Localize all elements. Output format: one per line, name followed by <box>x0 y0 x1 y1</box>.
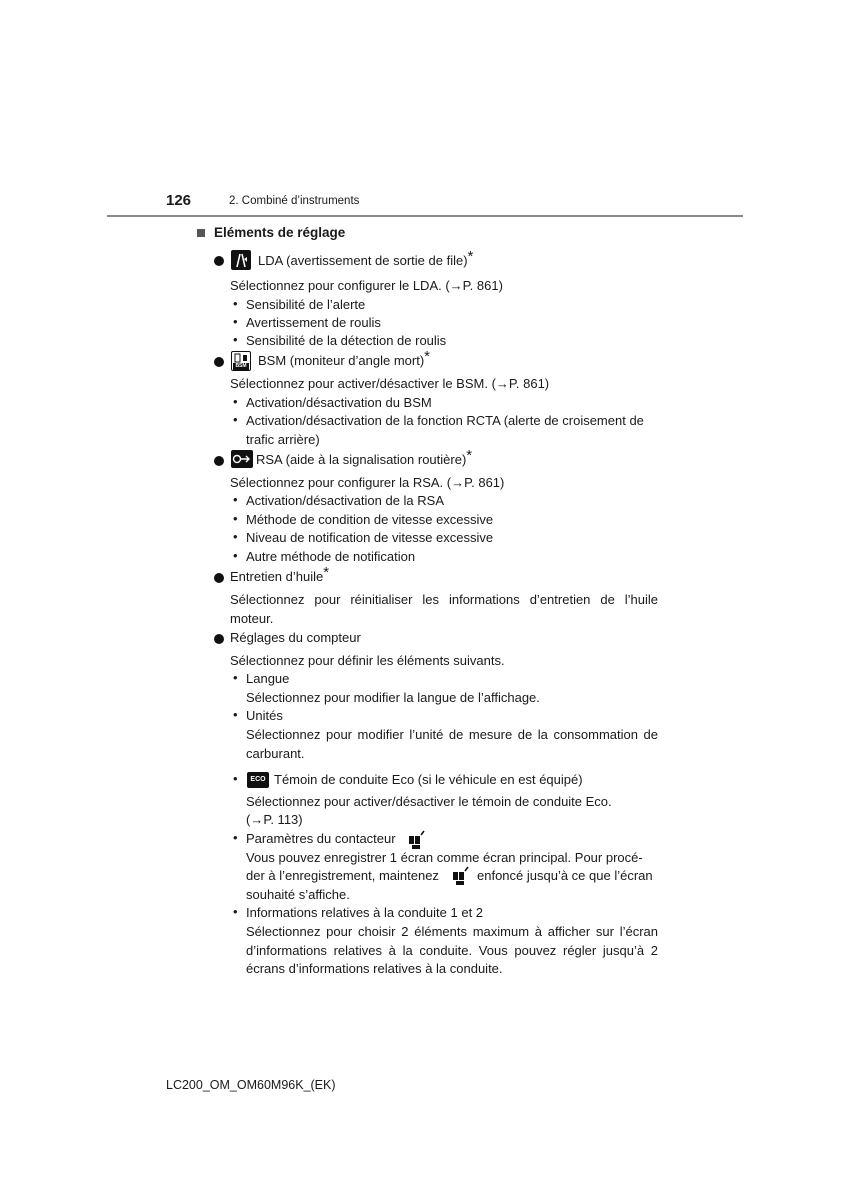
bsm-bullet-2-cont: trafic arrière) <box>246 432 320 447</box>
unites-title: Unités <box>246 708 283 723</box>
eco-desc: Sélectionnez pour activer/désactiver le témoin de conduite Eco. <box>246 794 612 809</box>
display-switch-icon <box>452 866 470 886</box>
lda-bullet-1: Sensibilité de l’alerte <box>246 297 366 312</box>
bullet-glyph: • <box>233 394 238 409</box>
display-switch-icon <box>408 830 426 850</box>
oil-label: Entretien d’huile* <box>230 564 330 584</box>
lda-icon <box>231 250 251 270</box>
bullet-glyph: • <box>233 670 238 685</box>
bullet-dot-icon <box>214 456 224 466</box>
eco-page-ref: (→P. 113) <box>246 812 303 827</box>
footer-code: LC200_OM_OM60M96K_(EK) <box>166 1078 336 1092</box>
chapter-title: 2. Combiné d’instruments <box>229 195 360 207</box>
bsm-intro: Sélectionnez pour activer/désactiver le BSM. (→P. 861) <box>230 376 550 391</box>
switch-line-2b: enfoncé jusqu’à ce que l’écran <box>477 868 653 883</box>
bsm-icon-text: BSM <box>233 363 249 370</box>
rsa-label: RSA (aide à la signalisation routière)* <box>256 447 473 467</box>
bullet-glyph: • <box>233 332 238 347</box>
langue-title: Langue <box>246 671 290 686</box>
bullet-glyph: • <box>233 707 238 722</box>
bullet-dot-icon <box>214 573 224 583</box>
bullet-dot-icon <box>214 634 224 644</box>
section-title: Eléments de réglage <box>214 225 346 240</box>
lda-intro: Sélectionnez pour configurer le LDA. (→P. 861) <box>230 278 503 293</box>
switch-line-1: Vous pouvez enregistrer 1 écran comme écran principal. Pour procé- <box>246 850 643 865</box>
unites-desc: Sélectionnez pour modifier l’unité de mesure de la consommation de carburant. <box>246 727 658 761</box>
info-desc: Sélectionnez pour choisir 2 éléments maximum à afficher sur l’écran d’informations relatives à la conduite. Vous pouvez régler jusqu’à 2 écrans d’informations relatives à la conduite. <box>246 924 658 977</box>
lda-bullet-3: Sensibilité de la détection de roulis <box>246 333 447 348</box>
switch-line-2a: der à l’enregistrement, maintenez <box>246 868 439 883</box>
rsa-intro: Sélectionnez pour configurer la RSA. (→P. 861) <box>230 475 505 490</box>
oil-text: Sélectionnez pour réinitialiser les informations d’entretien de l’huile moteur. <box>230 592 658 626</box>
header-rule <box>107 215 743 217</box>
bullet-glyph: • <box>233 529 238 544</box>
bsm-icon <box>231 351 251 371</box>
bullet-glyph: • <box>233 511 238 526</box>
page-number: 126 <box>166 192 192 209</box>
eco-icon: ECO <box>247 772 269 788</box>
bullet-dot-icon <box>214 357 224 367</box>
rsa-bullet-4: Autre méthode de notification <box>246 549 416 564</box>
rsa-icon <box>231 450 253 468</box>
eco-title: Témoin de conduite Eco (si le véhicule en est équipé) <box>274 772 583 787</box>
bullet-glyph: • <box>233 412 238 427</box>
bullet-glyph: • <box>233 830 238 845</box>
meter-intro: Sélectionnez pour définir les éléments suivants. <box>230 653 505 668</box>
langue-desc: Sélectionnez pour modifier la langue de l’affichage. <box>246 690 540 705</box>
bsm-bullet-1: Activation/désactivation du BSM <box>246 395 432 410</box>
bullet-glyph: • <box>233 296 238 311</box>
bullet-glyph: • <box>233 314 238 329</box>
bullet-glyph: • <box>233 548 238 563</box>
info-title: Informations relatives à la conduite 1 et 2 <box>246 905 484 920</box>
rsa-bullet-3: Niveau de notification de vitesse excessive <box>246 530 494 545</box>
rsa-bullet-2: Méthode de condition de vitesse excessive <box>246 512 494 527</box>
bullet-glyph: • <box>233 771 238 786</box>
meter-label: Réglages du compteur <box>230 630 361 645</box>
bullet-glyph: • <box>233 492 238 507</box>
bsm-label: BSM (moniteur d’angle mort)* <box>258 348 431 368</box>
section-square-icon <box>197 229 205 237</box>
lda-label: LDA (avertissement de sortie de file)* <box>258 248 474 268</box>
bsm-bullet-2: Activation/désactivation de la fonction RCTA (alerte de croisement de <box>246 413 644 428</box>
rsa-bullet-1: Activation/désactivation de la RSA <box>246 493 444 508</box>
switch-line-3: souhaité s’affiche. <box>246 887 350 902</box>
switch-title: Paramètres du contacteur <box>246 831 396 846</box>
lda-bullet-2: Avertissement de roulis <box>246 315 381 330</box>
bullet-dot-icon <box>214 256 224 266</box>
bullet-glyph: • <box>233 904 238 919</box>
